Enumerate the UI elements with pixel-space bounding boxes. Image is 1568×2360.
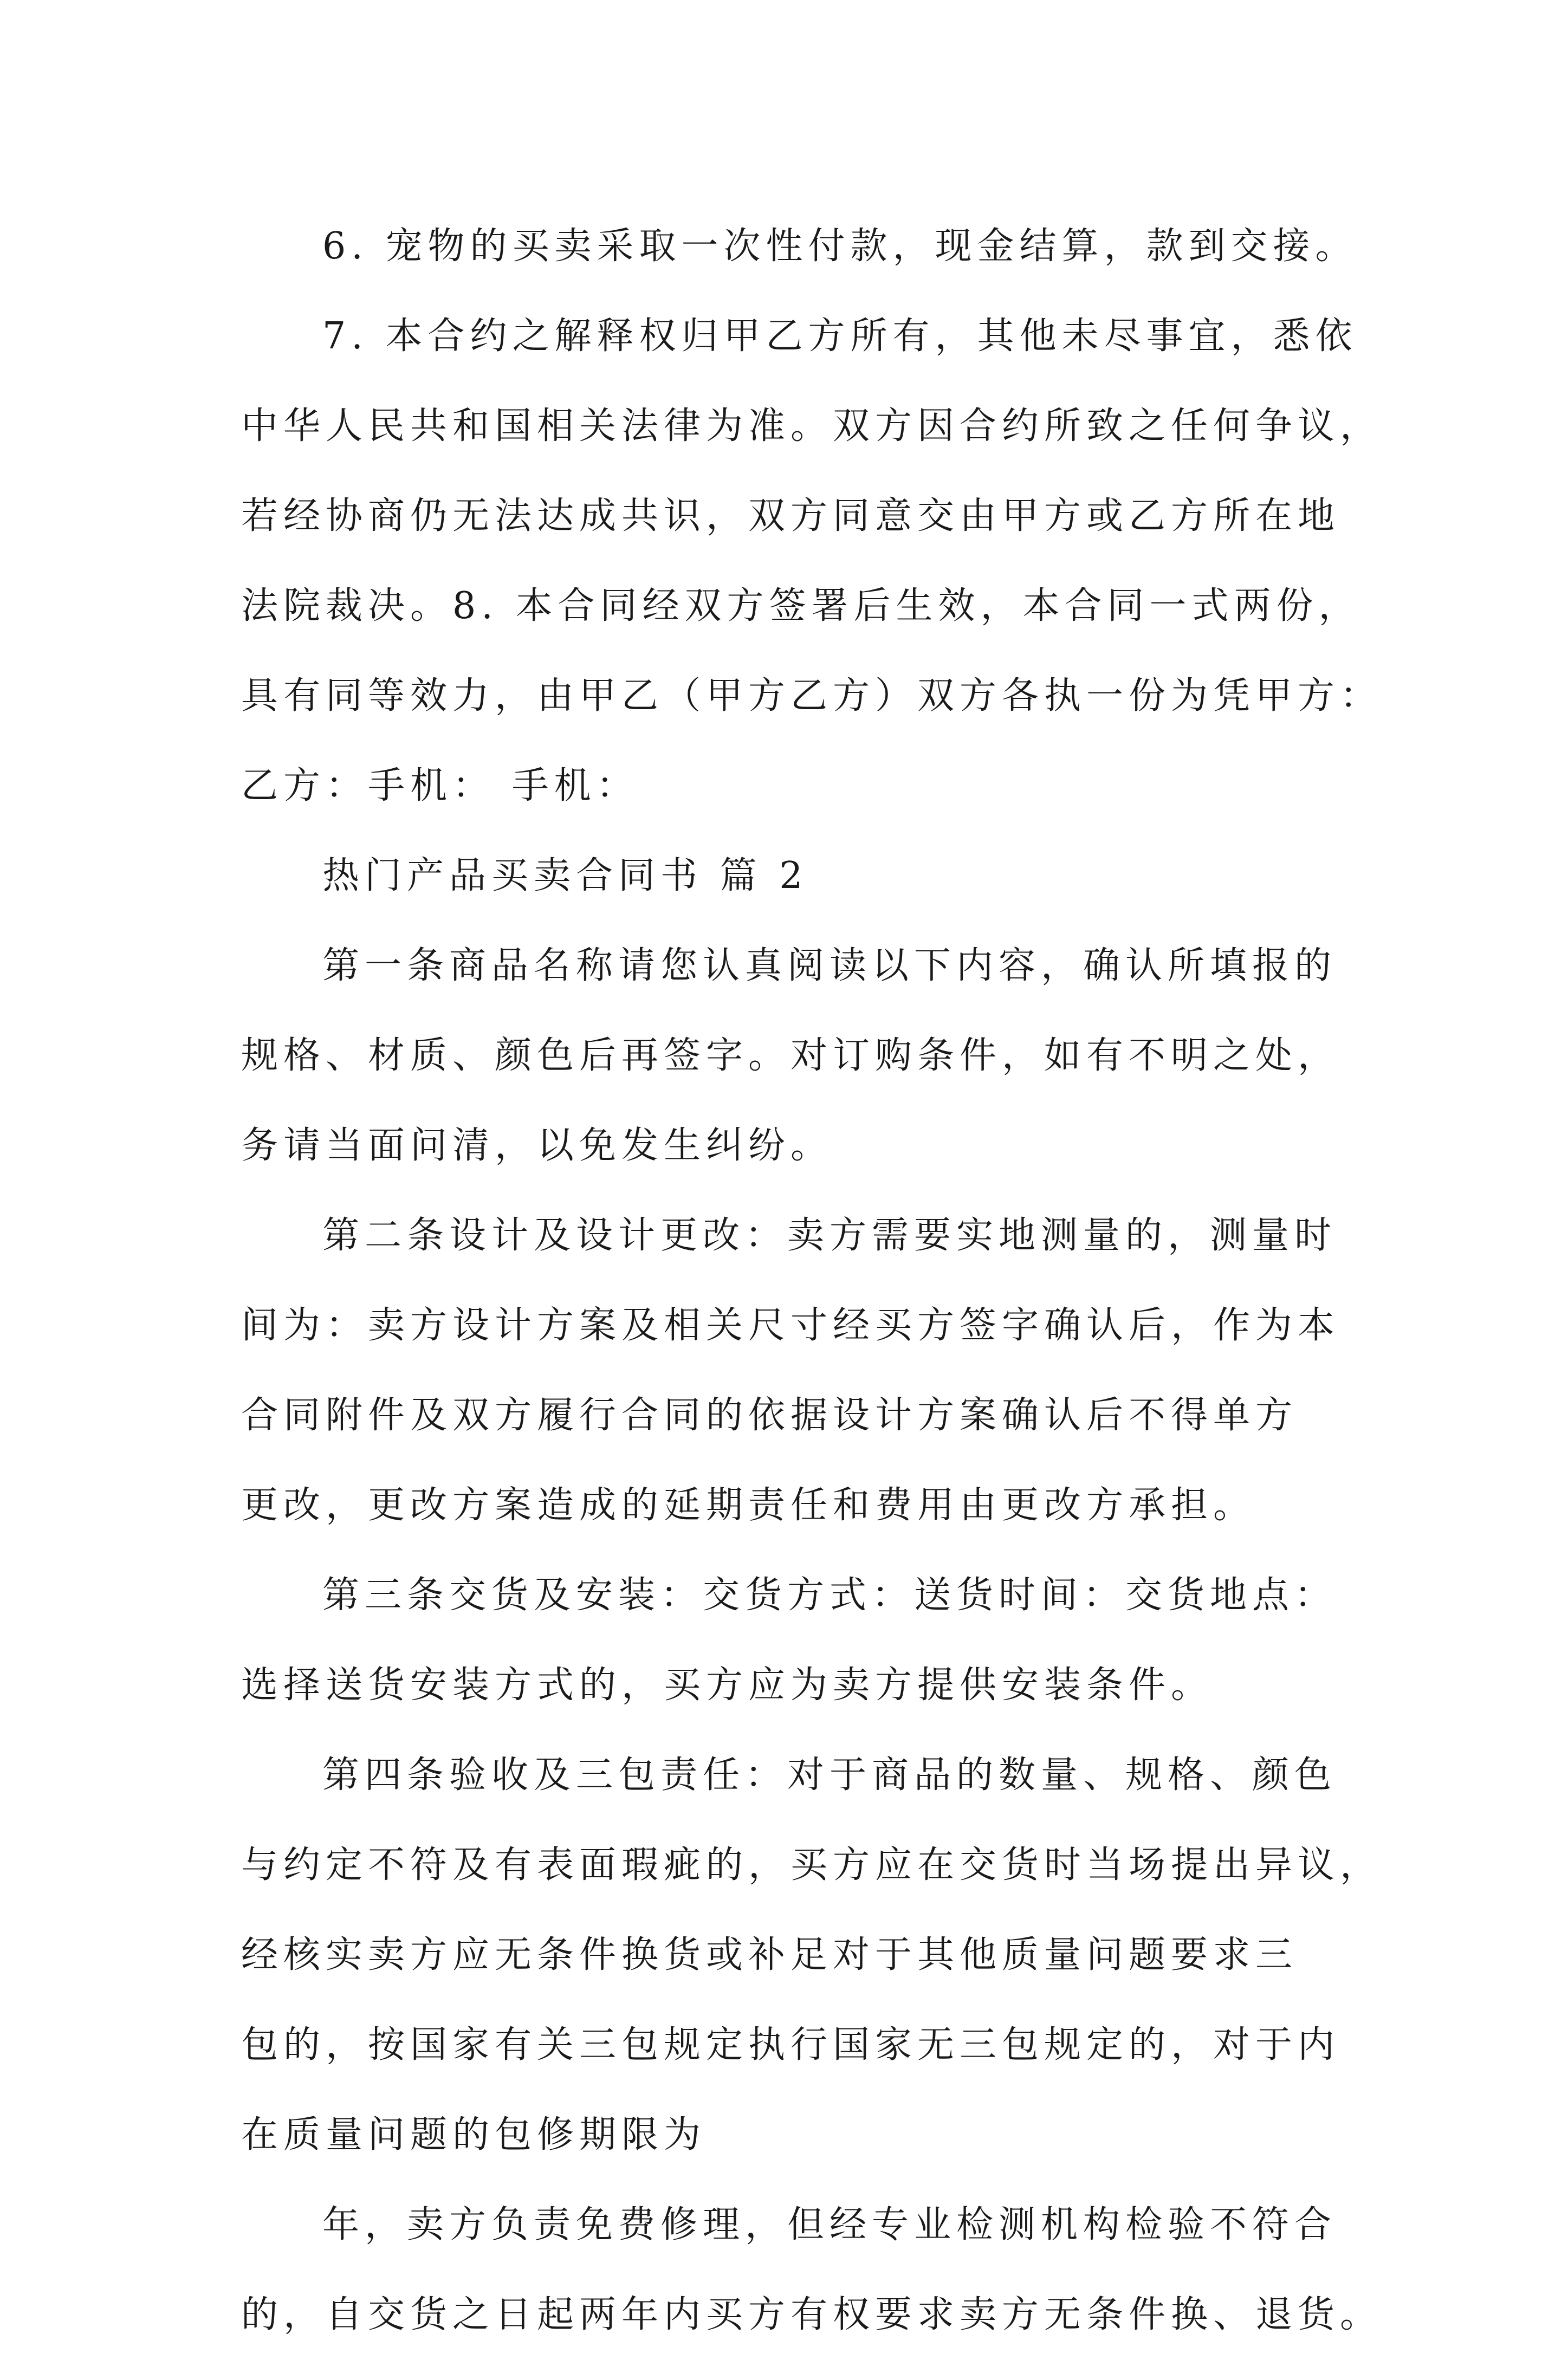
text-line: 具有同等效力，由甲乙（甲方乙方）双方各执一份为凭甲方： xyxy=(241,675,1383,717)
section-heading: 热门产品买卖合同书 篇 2 xyxy=(322,854,808,897)
text-line: 第三条交货及安装：交货方式：送货时间：交货地点： xyxy=(322,1574,1337,1617)
text-line: 间为：卖方设计方案及相关尺寸经买方签字确认后，作为本 xyxy=(241,1304,1340,1347)
text-line: 经核实卖方应无条件换货或补足对于其他质量问题要求三 xyxy=(241,1934,1298,1976)
text-line: 务请当面问清，以免发生纠纷。 xyxy=(241,1124,833,1167)
text-line: 第一条商品名称请您认真阅读以下内容，确认所填报的 xyxy=(322,944,1337,987)
text-line: 更改，更改方案造成的延期责任和费用由更改方承担。 xyxy=(241,1484,1256,1527)
text-line: 合同附件及双方履行合同的依据设计方案确认后不得单方 xyxy=(241,1394,1298,1437)
text-line: 中华人民共和国相关法律为准。双方因合约所致之任何争议， xyxy=(241,405,1383,448)
text-line: 乙方：手机： 手机： xyxy=(241,764,639,807)
document-body xyxy=(241,202,1383,2360)
text-line: 包的，按国家有关三包规定执行国家无三包规定的，对于内 xyxy=(241,2024,1340,2066)
text-line: 法院裁决。8. 本合同经双方签署后生效，本合同一式两份， xyxy=(241,585,1361,627)
text-line: 第四条验收及三包责任：对于商品的数量、规格、颜色 xyxy=(322,1754,1337,1797)
text-line: 规格、材质、颜色后再签字。对订购条件，如有不明之处， xyxy=(241,1034,1340,1077)
text-line: 的，自交货之日起两年内买方有权要求卖方无条件换、退货。 xyxy=(241,2293,1383,2336)
text-line: 7. 本合约之解释权归甲乙方所有，其他未尽事宜，悉依 xyxy=(322,315,1358,358)
text-line: 若经协商仍无法达成共识，双方同意交由甲方或乙方所在地 xyxy=(241,495,1340,537)
text-line: 6. 宠物的买卖采取一次性付款，现金结算，款到交接。 xyxy=(322,225,1358,268)
text-line: 在质量问题的包修期限为 xyxy=(241,2113,707,2156)
text-line: 年，卖方负责免费修理，但经专业检测机构检验不符合 xyxy=(322,2203,1337,2246)
text-line: 第二条设计及设计更改：卖方需要实地测量的，测量时 xyxy=(322,1214,1337,1257)
text-line: 选择送货安装方式的，买方应为卖方提供安装条件。 xyxy=(241,1664,1214,1707)
text-line: 与约定不符及有表面瑕疵的，买方应在交货时当场提出异议， xyxy=(241,1844,1383,1886)
